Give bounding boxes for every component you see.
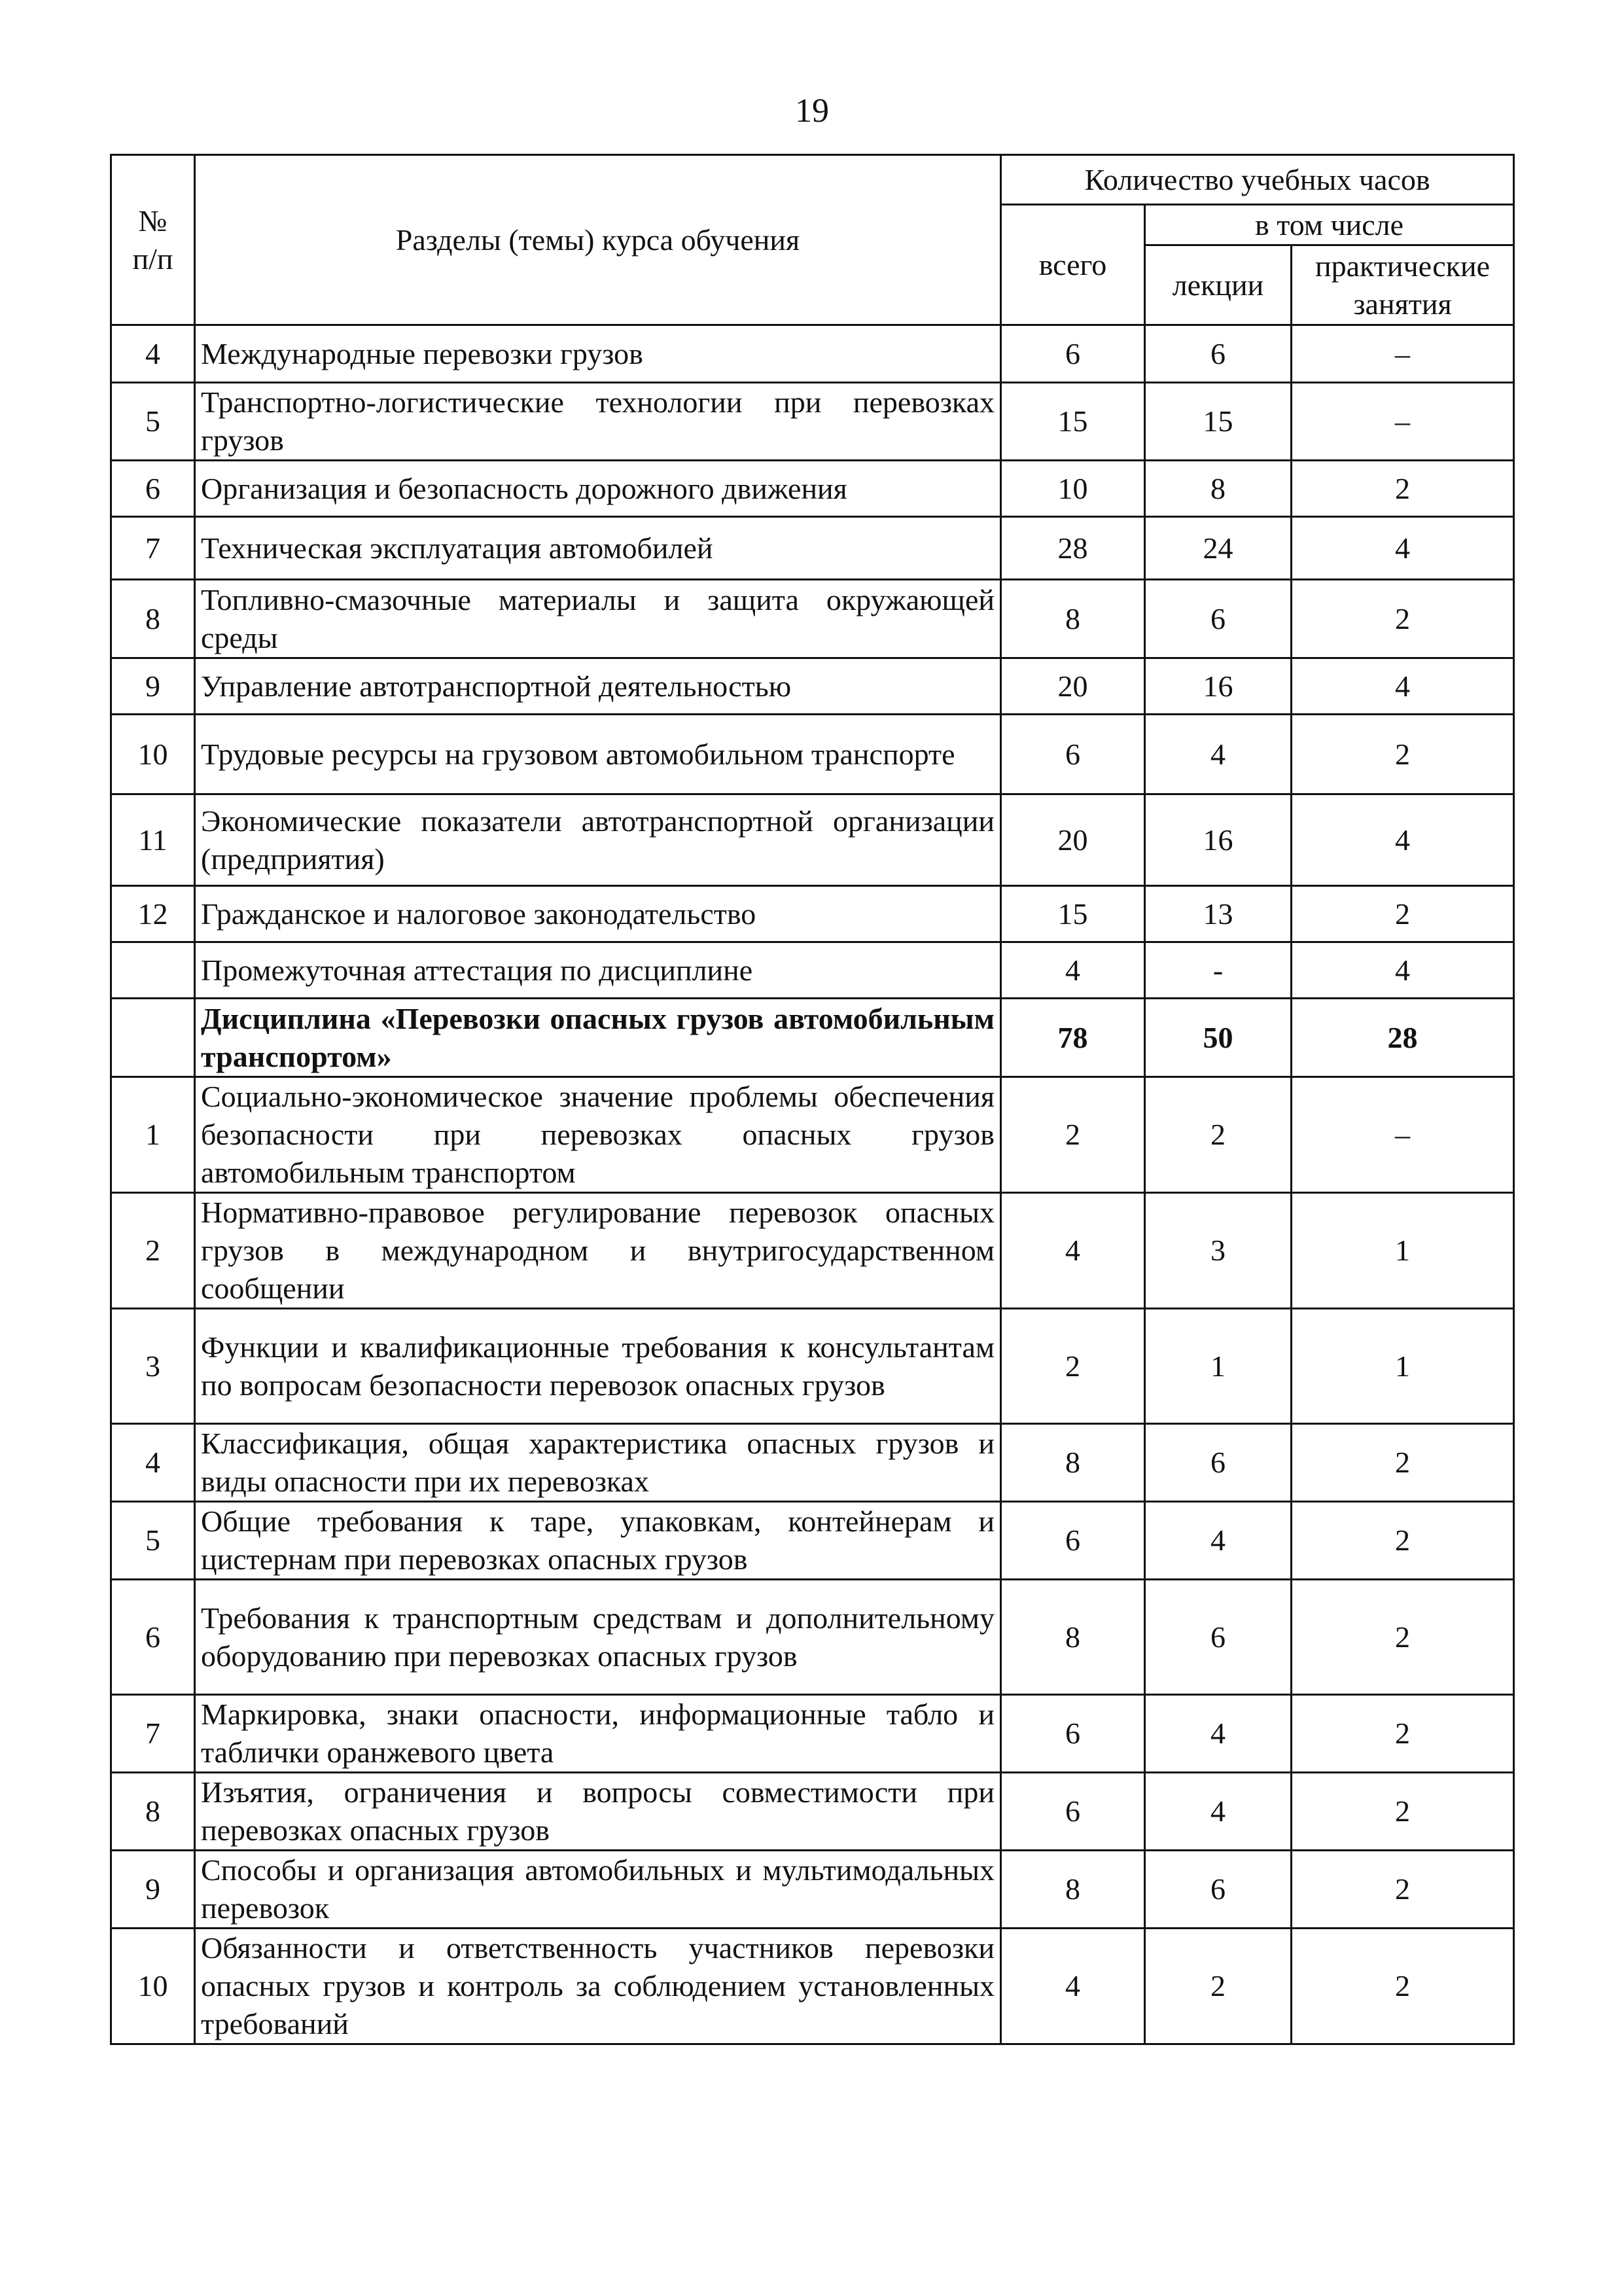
row-lecture-hours: 8 <box>1145 461 1292 517</box>
table-row <box>111 1077 1514 1193</box>
header-including: в том числе <box>1145 205 1514 245</box>
row-total-hours: 6 <box>1001 1502 1145 1580</box>
row-number <box>111 942 195 999</box>
row-total-hours: 20 <box>1001 658 1145 715</box>
row-lecture-hours: 16 <box>1145 794 1292 886</box>
row-lecture-hours: 6 <box>1145 1424 1292 1502</box>
row-total-hours: 8 <box>1001 1580 1145 1695</box>
row-lecture-hours: 24 <box>1145 517 1292 580</box>
row-practice-hours: 4 <box>1292 517 1514 580</box>
row-practice-hours: 4 <box>1292 794 1514 886</box>
row-topic: Функции и квалификационные требования к консультантам по вопросам безопасности перевозок опасных грузов <box>195 1309 1001 1424</box>
row-topic: Организация и безопасность дорожного движения <box>195 461 1001 517</box>
row-topic: Экономические показатели автотранспортной организации (предприятия) <box>195 794 1001 886</box>
row-topic: Нормативно-правовое регулирование перевозок опасных грузов в международном и внутригосударственном сообщении <box>195 1193 1001 1309</box>
row-number: 12 <box>111 886 195 942</box>
row-total-hours: 4 <box>1001 1929 1145 2044</box>
row-practice-hours: 2 <box>1292 1502 1514 1580</box>
row-practice-hours: – <box>1292 383 1514 461</box>
row-practice-hours: 4 <box>1292 942 1514 999</box>
row-practice-hours: 4 <box>1292 658 1514 715</box>
row-topic: Топливно-смазочные материалы и защита окружающей среды <box>195 580 1001 658</box>
row-lecture-hours: 6 <box>1145 1851 1292 1929</box>
row-total-hours: 15 <box>1001 886 1145 942</box>
row-lecture-hours: 15 <box>1145 383 1292 461</box>
row-lecture-hours: 50 <box>1145 999 1292 1077</box>
row-total-hours: 6 <box>1001 1695 1145 1773</box>
table-row <box>111 658 1514 715</box>
row-topic: Транспортно-логистические технологии при перевозках грузов <box>195 383 1001 461</box>
row-lecture-hours: 13 <box>1145 886 1292 942</box>
row-total-hours: 78 <box>1001 999 1145 1077</box>
row-total-hours: 6 <box>1001 1773 1145 1851</box>
table-row <box>111 325 1514 383</box>
row-number: 1 <box>111 1077 195 1193</box>
header-topic: Разделы (темы) курса обучения <box>195 155 1001 325</box>
row-lecture-hours: 6 <box>1145 1580 1292 1695</box>
row-lecture-hours: 4 <box>1145 1773 1292 1851</box>
row-lecture-hours: 6 <box>1145 580 1292 658</box>
table-row <box>111 886 1514 942</box>
row-topic: Классификация, общая характеристика опасных грузов и виды опасности при их перевозках <box>195 1424 1001 1502</box>
row-number: 6 <box>111 461 195 517</box>
row-total-hours: 8 <box>1001 580 1145 658</box>
row-number: 4 <box>111 1424 195 1502</box>
row-topic: Управление автотранспортной деятельностью <box>195 658 1001 715</box>
row-total-hours: 15 <box>1001 383 1145 461</box>
row-topic: Требования к транспортным средствам и дополнительному оборудованию при перевозках опасных грузов <box>195 1580 1001 1695</box>
header-lectures: лекции <box>1145 245 1292 325</box>
row-total-hours: 6 <box>1001 325 1145 383</box>
header-hours: Количество учебных часов <box>1001 155 1514 205</box>
row-total-hours: 28 <box>1001 517 1145 580</box>
table-row <box>111 1502 1514 1580</box>
row-topic: Изъятия, ограничения и вопросы совместимости при перевозках опасных грузов <box>195 1773 1001 1851</box>
row-number: 7 <box>111 1695 195 1773</box>
row-number: 10 <box>111 715 195 794</box>
row-total-hours: 2 <box>1001 1077 1145 1193</box>
course-hours-table <box>110 154 1515 2045</box>
row-practice-hours: 2 <box>1292 1773 1514 1851</box>
header-total: всего <box>1001 205 1145 325</box>
row-practice-hours: 28 <box>1292 999 1514 1077</box>
table-row <box>111 461 1514 517</box>
row-topic: Обязанности и ответственность участников перевозки опасных грузов и контроль за соблюдением установленных требований <box>195 1929 1001 2044</box>
row-number: 8 <box>111 1773 195 1851</box>
row-topic: Трудовые ресурсы на грузовом автомобильном транспорте <box>195 715 1001 794</box>
page-number: 19 <box>795 92 829 130</box>
table-row <box>111 1580 1514 1695</box>
row-number: 3 <box>111 1309 195 1424</box>
table-row <box>111 794 1514 886</box>
row-lecture-hours: 4 <box>1145 1502 1292 1580</box>
row-lecture-hours: - <box>1145 942 1292 999</box>
row-topic: Гражданское и налоговое законодательство <box>195 886 1001 942</box>
table-row <box>111 517 1514 580</box>
table-row <box>111 1309 1514 1424</box>
table-row <box>111 1193 1514 1309</box>
row-topic: Способы и организация автомобильных и мультимодальных перевозок <box>195 1851 1001 1929</box>
table-row <box>111 1929 1514 2044</box>
row-topic: Международные перевозки грузов <box>195 325 1001 383</box>
row-number: 5 <box>111 1502 195 1580</box>
row-practice-hours: 1 <box>1292 1309 1514 1424</box>
table-row <box>111 1424 1514 1502</box>
row-total-hours: 8 <box>1001 1851 1145 1929</box>
header-num: № п/п <box>111 155 195 325</box>
row-practice-hours: 2 <box>1292 715 1514 794</box>
row-number: 9 <box>111 1851 195 1929</box>
row-lecture-hours: 16 <box>1145 658 1292 715</box>
row-total-hours: 6 <box>1001 715 1145 794</box>
row-topic: Дисциплина «Перевозки опасных грузов автомобильным транспортом» <box>195 999 1001 1077</box>
row-practice-hours: 2 <box>1292 1851 1514 1929</box>
row-number: 7 <box>111 517 195 580</box>
row-practice-hours: 1 <box>1292 1193 1514 1309</box>
table-body <box>111 325 1514 2044</box>
row-lecture-hours: 4 <box>1145 1695 1292 1773</box>
table-row <box>111 1695 1514 1773</box>
row-total-hours: 8 <box>1001 1424 1145 1502</box>
table-header <box>111 155 1514 325</box>
row-total-hours: 10 <box>1001 461 1145 517</box>
table-row <box>111 383 1514 461</box>
table-row <box>111 1773 1514 1851</box>
row-number <box>111 999 195 1077</box>
row-lecture-hours: 2 <box>1145 1077 1292 1193</box>
row-practice-hours: – <box>1292 1077 1514 1193</box>
row-number: 4 <box>111 325 195 383</box>
table-row <box>111 580 1514 658</box>
row-number: 6 <box>111 1580 195 1695</box>
row-number: 10 <box>111 1929 195 2044</box>
row-practice-hours: 2 <box>1292 1695 1514 1773</box>
table-row <box>111 942 1514 999</box>
row-topic: Маркировка, знаки опасности, информационные табло и таблички оранжевого цвета <box>195 1695 1001 1773</box>
row-number: 2 <box>111 1193 195 1309</box>
table-row <box>111 1851 1514 1929</box>
row-topic: Социально-экономическое значение проблемы обеспечения безопасности при перевозках опасных грузов автомобильным транспортом <box>195 1077 1001 1193</box>
table-row <box>111 999 1514 1077</box>
row-topic: Техническая эксплуатация автомобилей <box>195 517 1001 580</box>
row-total-hours: 4 <box>1001 942 1145 999</box>
row-lecture-hours: 6 <box>1145 325 1292 383</box>
row-lecture-hours: 2 <box>1145 1929 1292 2044</box>
row-practice-hours: 2 <box>1292 1580 1514 1695</box>
row-practice-hours: 2 <box>1292 1424 1514 1502</box>
row-number: 9 <box>111 658 195 715</box>
row-practice-hours: – <box>1292 325 1514 383</box>
header-practice: практические занятия <box>1292 245 1514 325</box>
row-lecture-hours: 4 <box>1145 715 1292 794</box>
row-number: 11 <box>111 794 195 886</box>
row-lecture-hours: 1 <box>1145 1309 1292 1424</box>
row-total-hours: 2 <box>1001 1309 1145 1424</box>
row-number: 5 <box>111 383 195 461</box>
row-practice-hours: 2 <box>1292 1929 1514 2044</box>
row-number: 8 <box>111 580 195 658</box>
row-lecture-hours: 3 <box>1145 1193 1292 1309</box>
row-practice-hours: 2 <box>1292 886 1514 942</box>
row-practice-hours: 2 <box>1292 461 1514 517</box>
row-practice-hours: 2 <box>1292 580 1514 658</box>
table-row <box>111 715 1514 794</box>
row-topic: Промежуточная аттестация по дисциплине <box>195 942 1001 999</box>
row-total-hours: 20 <box>1001 794 1145 886</box>
row-topic: Общие требования к таре, упаковкам, контейнерам и цистернам при перевозках опасных грузов <box>195 1502 1001 1580</box>
row-total-hours: 4 <box>1001 1193 1145 1309</box>
